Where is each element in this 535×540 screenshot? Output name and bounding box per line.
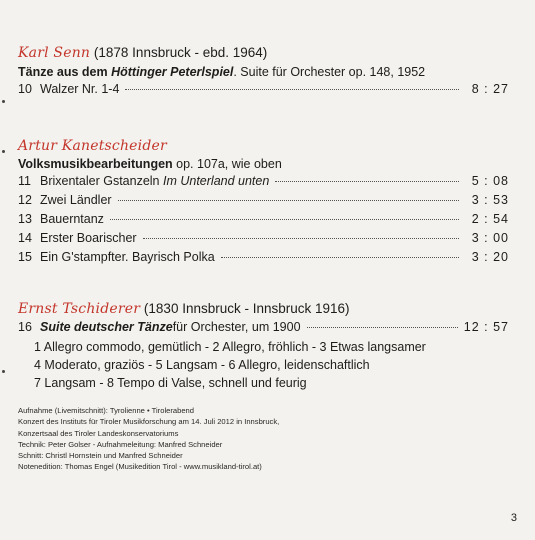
- composer-heading-senn: [18, 44, 267, 62]
- track-row: [18, 250, 509, 267]
- dot-leader: [221, 257, 459, 258]
- credit-line: Konzertsaal des Tiroler Landeskonservatoriums: [18, 428, 179, 438]
- track-number: 14: [18, 231, 32, 245]
- track-number: 16: [18, 320, 32, 334]
- composer-dates: (1878 Innsbruck - ebd. 1964): [93, 45, 268, 60]
- work-title-bold: Tänze aus dem: [18, 65, 112, 79]
- work-title-bold: Volksmusikbearbeitungen: [18, 157, 173, 171]
- credit-line: Technik: Peter Golser - Aufnahmeleitung: Manfred Schneider: [18, 439, 223, 449]
- track-duration: 3 : 20: [471, 250, 509, 264]
- track-title-bold-italic: Suite deutscher Tänze: [40, 320, 173, 334]
- track-title-italic: Im Unterland unten: [163, 174, 270, 188]
- margin-mark: [2, 100, 5, 103]
- track-title: für Orchester, um 1900: [172, 320, 301, 334]
- track-duration: 8 : 27: [471, 82, 509, 96]
- work-title-rest: . Suite für Orchester op. 148, 1952: [233, 65, 426, 79]
- composer-heading-kanetscheider: [18, 137, 167, 155]
- track-number: 13: [18, 212, 32, 226]
- recording-credits: [18, 405, 279, 473]
- track-number: 10: [18, 82, 32, 96]
- work-title: [18, 156, 282, 172]
- dot-leader: [307, 327, 458, 328]
- track-title: Walzer Nr. 1-4: [40, 82, 120, 96]
- track-number: 15: [18, 250, 32, 264]
- dot-leader: [143, 238, 459, 239]
- track-title: Ein G'stampfter. Bayrisch Polka: [40, 250, 215, 264]
- track-row: [18, 320, 509, 337]
- track-duration: 3 : 00: [471, 231, 509, 245]
- credit-line: Konzert des Instituts für Tiroler Musikforschung am 14. Juli 2012 in Innsbruck,: [18, 417, 280, 427]
- credit-line: Notenedition: Thomas Engel (Musikedition Tirol - www.musikland-tirol.at): [18, 462, 262, 472]
- credit-line: Aufnahme (Livemitschnitt): Tyrolienne • Tirolerabend: [18, 406, 194, 415]
- track-title: Erster Boarischer: [40, 231, 137, 245]
- movement-line: 4 Moderato, graziös - 5 Langsam - 6 Allegro, leidenschaftlich: [34, 358, 370, 372]
- dot-leader: [275, 181, 459, 182]
- composer-name: Ernst Tschiderer: [18, 301, 141, 317]
- margin-mark: [2, 150, 5, 153]
- credit-line: Schnitt: Christl Hornstein und Manfred Schneider: [18, 451, 183, 461]
- track-title: Brixentaler Gstanzeln: [40, 174, 160, 188]
- track-number: 12: [18, 193, 32, 207]
- work-title-bold-italic: Höttinger Peterlspiel: [111, 65, 234, 79]
- movement-line: 1 Allegro commodo, gemütlich - 2 Allegro, fröhlich - 3 Etwas langsamer: [34, 340, 426, 354]
- track-title: Bauerntanz: [40, 212, 104, 226]
- composer-dates: (1830 Innsbruck - Innsbruck 1916): [143, 301, 350, 316]
- track-row: [18, 82, 509, 99]
- track-row: [18, 193, 509, 210]
- track-number: 11: [18, 174, 31, 188]
- margin-mark: [2, 370, 5, 373]
- work-title: [18, 64, 425, 80]
- track-row: [18, 231, 509, 248]
- track-duration: 5 : 08: [471, 174, 509, 188]
- track-duration: 3 : 53: [471, 193, 509, 207]
- composer-name: Karl Senn: [18, 45, 91, 61]
- track-row: [18, 174, 509, 191]
- track-row: [18, 212, 509, 229]
- dot-leader: [125, 89, 459, 90]
- track-title: Zwei Ländler: [40, 193, 112, 207]
- composer-name: Artur Kanetscheider: [18, 138, 167, 154]
- page-number: 3: [510, 512, 517, 524]
- track-duration: 12 : 57: [463, 320, 509, 334]
- dot-leader: [110, 219, 459, 220]
- track-duration: 2 : 54: [471, 212, 509, 226]
- composer-heading-tschiderer: [18, 300, 350, 318]
- work-title-rest: op. 107a, wie oben: [172, 157, 282, 171]
- movement-line: 7 Langsam - 8 Tempo di Valse, schnell und feurig: [34, 376, 307, 390]
- dot-leader: [118, 200, 459, 201]
